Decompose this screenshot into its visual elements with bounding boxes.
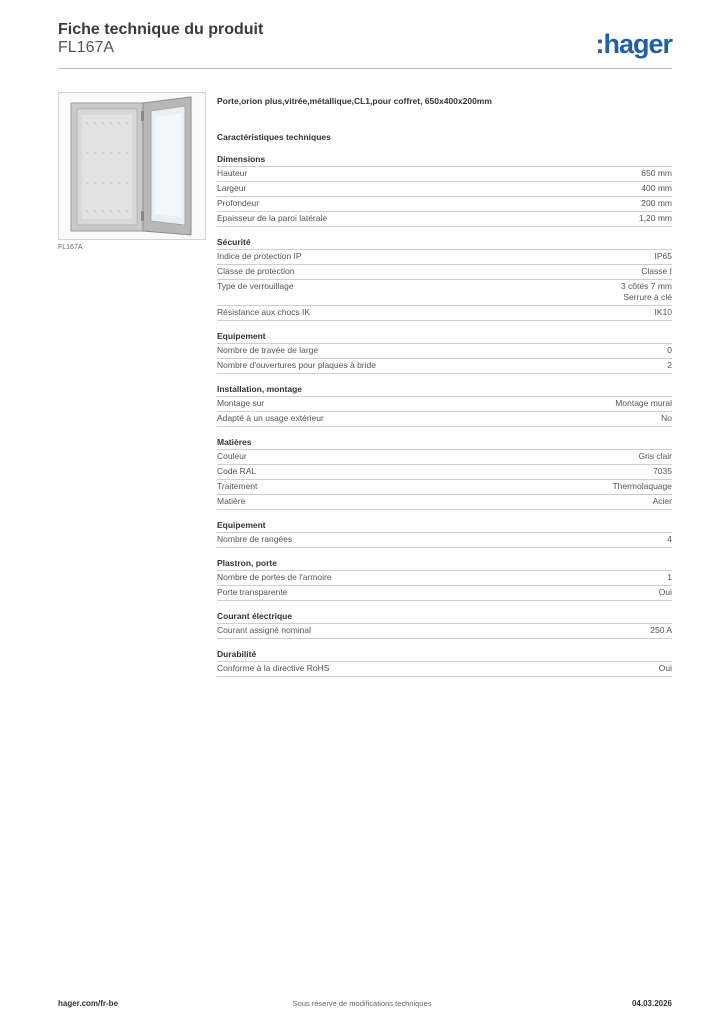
section-title: Installation, montage [217, 384, 672, 397]
spec-section [217, 437, 672, 510]
spec-row [217, 212, 672, 227]
spec-value-line: 650 mm [641, 168, 672, 178]
spec-row [217, 397, 672, 412]
section-title: Sécurité [217, 237, 672, 250]
spec-value-line: 1,20 mm [638, 213, 672, 223]
spec-section [217, 520, 672, 548]
spec-value [641, 168, 672, 179]
spec-row [217, 533, 672, 548]
spec-value [639, 213, 672, 224]
enclosure-illustration [59, 93, 205, 239]
spec-value [641, 183, 672, 194]
spec-sections [217, 154, 672, 677]
spec-row [217, 586, 672, 601]
spec-label: Nombre de travée de large [217, 345, 319, 355]
spec-value-line: Oui [658, 587, 672, 597]
spec-value-line: 3 côtés 7 mm [620, 281, 672, 291]
spec-value [667, 572, 672, 583]
spec-row [217, 571, 672, 586]
hager-logo: :hager [595, 29, 672, 59]
spec-value-line: 4 [667, 534, 672, 544]
spec-value-line: 0 [667, 345, 672, 355]
spec-row [217, 280, 672, 306]
spec-value-line: Oui [658, 663, 672, 673]
spec-value [655, 251, 673, 262]
spec-label: Nombre de rangées [217, 534, 293, 544]
spec-row [217, 265, 672, 280]
spec-label: Hauteur [217, 168, 248, 178]
spec-value-line: Classe I [641, 266, 672, 276]
spec-value [667, 360, 672, 371]
spec-label: Traitement [217, 481, 258, 491]
spec-value [661, 413, 672, 424]
product-description: Porte,orion plus,vitrée,métallique,CL1,pour coffret, 650x400x200mm [217, 96, 492, 106]
spec-value-line: IP65 [654, 251, 672, 261]
spec-label: Conforme à la directive RoHS [217, 663, 330, 673]
section-title: Matières [217, 437, 672, 450]
spec-section [217, 237, 672, 321]
spec-row [217, 359, 672, 374]
spec-value-line: Acier [652, 496, 672, 506]
spec-row [217, 250, 672, 265]
spec-row [217, 465, 672, 480]
spec-content [217, 96, 672, 677]
footer-date: 04.03.2026 [631, 999, 672, 1008]
spec-value [659, 663, 672, 674]
spec-value [615, 398, 672, 409]
spec-label: Couleur [217, 451, 247, 461]
section-title: Courant électrique [217, 611, 672, 624]
spec-value-line: 1 [667, 572, 672, 582]
spec-section [217, 154, 672, 227]
section-title: Equipement [217, 331, 672, 344]
spec-row [217, 480, 672, 495]
spec-value [667, 345, 672, 356]
spec-row [217, 306, 672, 321]
spec-value-line: 2 [667, 360, 672, 370]
spec-label: Courant assigné nominal [217, 625, 312, 635]
spec-value-line: 7035 [653, 466, 672, 476]
spec-row [217, 182, 672, 197]
spec-section [217, 611, 672, 639]
spec-label: Largeur [217, 183, 247, 193]
spec-label: Classe de protection [217, 266, 295, 276]
spec-label: Indice de protection IP [217, 251, 302, 261]
spec-row [217, 197, 672, 212]
spec-section [217, 384, 672, 427]
spec-row [217, 662, 672, 677]
spec-value-line: IK10 [654, 307, 672, 317]
spec-value [653, 496, 672, 507]
spec-value [659, 587, 672, 598]
spec-value-line: No [661, 413, 672, 423]
spec-value [641, 266, 672, 277]
spec-value [621, 281, 672, 303]
section-title: Durabilité [217, 649, 672, 662]
spec-label: Nombre de portes de l'armoire [217, 572, 332, 582]
spec-value-line: Serrure à clé [623, 292, 672, 302]
spec-row [217, 412, 672, 427]
spec-value [612, 481, 672, 492]
spec-heading: Caractéristiques techniques [217, 132, 331, 142]
spec-value-line: Thermolaquage [612, 481, 672, 491]
spec-value-line: Gris clair [638, 451, 672, 461]
spec-value [650, 625, 672, 636]
spec-value [641, 198, 672, 209]
spec-row [217, 495, 672, 510]
section-title: Plastron, porte [217, 558, 672, 571]
image-caption: FL167A [58, 244, 83, 251]
spec-row [217, 624, 672, 639]
spec-label: Montage sur [217, 398, 265, 408]
spec-value [655, 307, 673, 318]
header-divider [58, 68, 672, 69]
footer-website: hager.com/fr-be [58, 999, 119, 1008]
spec-value-line: 250 A [650, 625, 672, 635]
spec-label: Profondeur [217, 198, 260, 208]
spec-value [667, 534, 672, 545]
spec-label: Adapté à un usage extérieur [217, 413, 324, 423]
spec-label: Matière [217, 496, 246, 506]
spec-label: Epaisseur de la paroi latérale [217, 213, 328, 223]
spec-value-line: 400 mm [641, 183, 672, 193]
footer-disclaimer: Sous réserve de modifications techniques [292, 999, 432, 1008]
page-title: Fiche technique du produit [58, 21, 264, 38]
spec-section [217, 331, 672, 374]
spec-section [217, 649, 672, 677]
spec-label: Type de verrouillage [217, 281, 294, 291]
spec-label: Porte transparente [217, 587, 288, 597]
spec-row [217, 167, 672, 182]
spec-label: Nombre d'ouvertures pour plaques à bride [217, 360, 376, 370]
section-title: Equipement [217, 520, 672, 533]
spec-label: Résistance aux chocs IK [217, 307, 311, 317]
spec-value [638, 451, 672, 462]
spec-row [217, 450, 672, 465]
product-code: FL167A [58, 39, 115, 56]
section-title: Dimensions [217, 154, 672, 167]
spec-value-line: 200 mm [641, 198, 672, 208]
product-image [58, 92, 206, 240]
spec-value-line: Montage mural [615, 398, 672, 408]
spec-label: Code RAL [217, 466, 257, 476]
spec-section [217, 558, 672, 601]
spec-value [653, 466, 672, 477]
spec-row [217, 344, 672, 359]
